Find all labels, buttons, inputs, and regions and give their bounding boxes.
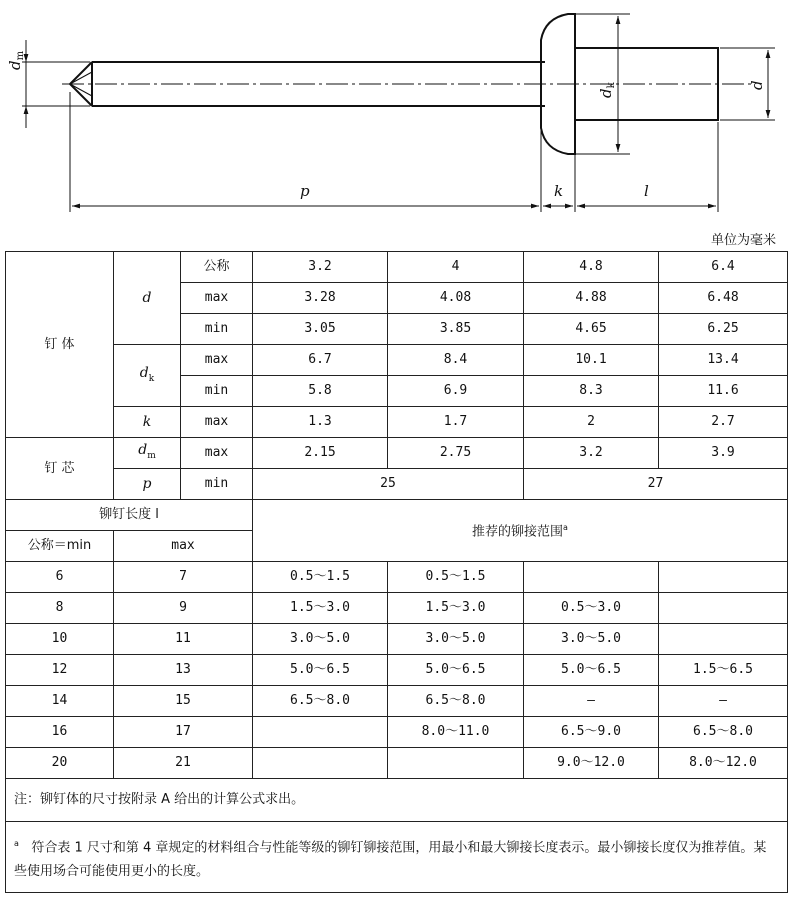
label-max: max [181, 345, 253, 376]
cell: 10 [6, 624, 114, 655]
label-min: min [181, 376, 253, 407]
cell [253, 717, 388, 748]
cell: 2 [524, 407, 659, 438]
cell: 16 [6, 717, 114, 748]
cell: 1.5～3.0 [253, 593, 388, 624]
cell: 3.0～5.0 [253, 624, 388, 655]
dimension-lines [26, 16, 768, 206]
dim-label-d: d [748, 80, 766, 90]
symbol-p: p [114, 469, 181, 500]
table-row [6, 593, 788, 624]
cell: 10.1 [524, 345, 659, 376]
symbol-dk: $d_k$ [114, 345, 181, 407]
unit-label: 单位为毫米 [710, 233, 776, 248]
cell: 3.0～5.0 [388, 624, 524, 655]
col-max: max [114, 531, 253, 562]
cell: 3.2 [524, 438, 659, 469]
cell: — [524, 686, 659, 717]
length-header: 铆钉长度 l [6, 500, 253, 531]
cell: 1.7 [388, 407, 524, 438]
footnote [6, 822, 788, 893]
cell: 6 [6, 562, 114, 593]
cell: 8.4 [388, 345, 524, 376]
dim-label-dm: $d_m$ [6, 50, 26, 70]
cell: 3.2 [253, 252, 388, 283]
extension-lines [22, 14, 775, 212]
label-min: min [181, 469, 253, 500]
cell: 3.28 [253, 283, 388, 314]
cell: 11 [114, 624, 253, 655]
cell: 17 [114, 717, 253, 748]
footnote-text: 符合表 1 尺寸和第 4 章规定的材料组合与性能等级的铆钉铆接范围，用最小和最大铆接长度表示。最小铆接长度仅为推荐值。某些使用场合可能使用更小的长度。 [14, 840, 767, 880]
cell: 5.8 [253, 376, 388, 407]
cell: 8.3 [524, 376, 659, 407]
cell: 2.7 [659, 407, 788, 438]
table-row [6, 686, 788, 717]
cell: 27 [524, 469, 788, 500]
cell: 0.5～3.0 [524, 593, 659, 624]
cell: 8.0～12.0 [659, 748, 788, 779]
row-dm-max [6, 438, 788, 469]
row-dk-max [6, 345, 788, 376]
cell: 6.5～8.0 [388, 686, 524, 717]
cell: 3.0～5.0 [524, 624, 659, 655]
cell: 6.48 [659, 283, 788, 314]
dim-label-p: p [300, 182, 310, 200]
cell: 9.0～12.0 [524, 748, 659, 779]
dim-label-dk: $d_k$ [597, 82, 617, 98]
group-core-label: 钉 芯 [6, 438, 114, 500]
cell: 4.65 [524, 314, 659, 345]
range-header: 推荐的铆接范围$^a$ [253, 500, 788, 562]
cell: 0.5～1.5 [253, 562, 388, 593]
cell: 4.8 [524, 252, 659, 283]
label-max: max [181, 407, 253, 438]
cell: 20 [6, 748, 114, 779]
cell: 15 [114, 686, 253, 717]
cell [388, 748, 524, 779]
cell: 14 [6, 686, 114, 717]
row-p-min [6, 469, 788, 500]
cell: 5.0～6.5 [524, 655, 659, 686]
label-max: max [181, 283, 253, 314]
label-max: max [181, 438, 253, 469]
cell: — [659, 686, 788, 717]
cell: 12 [6, 655, 114, 686]
cell [659, 593, 788, 624]
symbol-k: k [114, 407, 181, 438]
cell: 21 [114, 748, 253, 779]
cell: 4.88 [524, 283, 659, 314]
cell: 1.3 [253, 407, 388, 438]
label-nominal: 公称 [181, 252, 253, 283]
cell: 6.5～8.0 [253, 686, 388, 717]
cell: 3.9 [659, 438, 788, 469]
spec-table [5, 251, 788, 893]
dim-label-k: k [554, 182, 564, 200]
row-k-max [6, 407, 788, 438]
dim-label-l: l [644, 182, 649, 200]
cell [524, 562, 659, 593]
table-row [6, 717, 788, 748]
cell: 8.0～11.0 [388, 717, 524, 748]
label-min: min [181, 314, 253, 345]
cell: 6.25 [659, 314, 788, 345]
cell: 1.5～6.5 [659, 655, 788, 686]
cell: 8 [6, 593, 114, 624]
cell: 6.4 [659, 252, 788, 283]
cell: 6.9 [388, 376, 524, 407]
cell: 5.0～6.5 [253, 655, 388, 686]
cell: 13 [114, 655, 253, 686]
cell [659, 562, 788, 593]
cell: 3.85 [388, 314, 524, 345]
cell: 6.7 [253, 345, 388, 376]
cell: 2.15 [253, 438, 388, 469]
table-row [6, 562, 788, 593]
cell: 5.0～6.5 [388, 655, 524, 686]
table-row [6, 655, 788, 686]
cell: 4 [388, 252, 524, 283]
cell [659, 624, 788, 655]
cell: 2.75 [388, 438, 524, 469]
rivet-drawing [0, 0, 790, 225]
row-d-nominal [6, 252, 788, 283]
group-body-label: 钉 体 [6, 252, 114, 438]
cell: 0.5～1.5 [388, 562, 524, 593]
cell: 4.08 [388, 283, 524, 314]
note-text: 注：铆钉体的尺寸按附录 A 给出的计算公式求出。 [6, 779, 788, 822]
symbol-d: d [114, 252, 181, 345]
cell: 25 [253, 469, 524, 500]
cell: 13.4 [659, 345, 788, 376]
footnote-row [6, 822, 788, 893]
cell: 6.5～9.0 [524, 717, 659, 748]
note-row [6, 779, 788, 822]
symbol-dm: $d_m$ [114, 438, 181, 469]
table-row [6, 748, 788, 779]
cell: 1.5～3.0 [388, 593, 524, 624]
cell: 3.05 [253, 314, 388, 345]
cell: 9 [114, 593, 253, 624]
cell: 6.5～8.0 [659, 717, 788, 748]
table-row [6, 624, 788, 655]
footnote-mark: a [14, 839, 19, 848]
grip-header-row [6, 500, 788, 531]
cell: 7 [114, 562, 253, 593]
cell [253, 748, 388, 779]
col-nominal: 公称＝min [6, 531, 114, 562]
cell: 11.6 [659, 376, 788, 407]
